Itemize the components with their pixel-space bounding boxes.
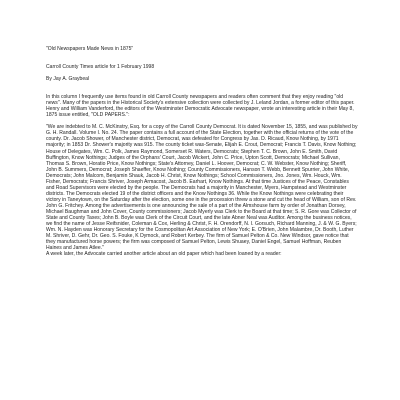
paragraph-week-later: A week later, the Advocate carried another article about an old paper which had been loaned by a reader: bbox=[46, 251, 282, 258]
article-title: "Old Newspapers Made News in 1875" bbox=[46, 46, 134, 52]
paragraph-intro: In this column I frequently use items found in old Carroll County newspapers and readers often comment that they enjoy reading "old news". Many of the papers in the Historical Society's extensive collection were collected by J. Leland Jordan, a former editor of this paper. Henry and William Vanderford, the editors of the Westminster Democratic Advocate newspaper, wrote an interesting article in their May 8, 1875 issue entitled, "OLD PAPERS.": bbox=[46, 94, 355, 119]
article-source: Carroll County Times article for 1 February 1998 bbox=[46, 64, 155, 71]
paragraph-quote: "We are indebted to M. C. McKinstry, Esq. for a copy of the Carroll County Democrat. It is dated November 15, 1855, and was published by G. H. Randall. Volume I. No. 24. The paper contains a full account of the State Election, together with the official returns of the vote of the county. Dr. Jacob Shower, of Manchester district, Democrat, was defeated for Congress by Jas. D. Ricaud, Know Nothing, by 1971 majority; in 1853 Dr. Shower's majority was 915. The county ticket was-Senate, Elijah E. Crout, Democrat; Francis T. Davis, Know Nothing; House of Delegates, Wm. C. Polk, James Raymond, Somerset R. Waters, Democrats; Stephen T. C. Brown, John E. Smith, David Buffington, Know Nothings; Judges of the Orphans' Court, Jacob Wickert, John C. Price, Upton Scott, Democrats; Michael Sullivan, Thomas S. Brown, Horatio Price, Know Nothings; State's Attorney, Daniel L. Hoover, Democrat; C. W. Webster, Know Nothing; Sheriff, John B. Summers, Democrat; Joseph Shaeffer, Know Nothing; County Commissioners, Hanson T. Webb, Bennett Spurrier, John White, Democrats; John Malcom, Benjamin Shauk, Jacob H. Christ, Know Nothings; School Commissioners, Jno. Jones, Wm. Houck, Wm. Fisher, Democrats; Francis Shriver, Joseph Armacost, Jacob B. Earhart, Know Nothings. At that time Justices of the Peace, Constables and Road Supervisors were elected by the people. The Democrats had a majority in Manchester, Myers, Hampstead and Westminster districts. The Democrats elected 19 of the district officers and the Know Nothings 36. While the Know Nothings were celebrating their victory in Taneytown, on the Saturday after the election, some one in the procession threw a stone and cut the head of William, son of Rev. John G. Fritchey. Among the advertisements is one announcing the sale of a part of the Almshouse farm by order of Jonathan Dorsey, Michael Baughman and John Cover, County commissioners; Jacob Myerly was Clerk to the Board at that time; S. R. Gore was Collector of State and County Taxes; John B. Boyle was Clerk of the Circuit Court, and the late Abner Neal was Auditor. Among the business notices, we find the name of Jesse Reifsnider, Coleman & Cox, Herling & Christ, F. H. Orendorff, N. I. Gorsuch, Richard Manning, J. & W. G. Byers; Wm. N. Hayden was Honorary Secretary for the Cosmopolitan Art Association of New York; E. O'Brien, John Malambre, Dr. Booth, Luther M. Shriver, D. Gehr, Dr. Geo. S. Fouke, K Dymock, and Robert Kerbey. The firm of Samuel Pelton & Co. New Windsor, gave notice that they manufactured horse powers; the firm was composed of Samuel Pelton, Lewis Shuaey, Daniel Engel, Samuel Hoffman, Reuben Haines and James Atlee." bbox=[46, 124, 358, 252]
article-byline: By Jay A. Graybeal bbox=[46, 76, 90, 83]
